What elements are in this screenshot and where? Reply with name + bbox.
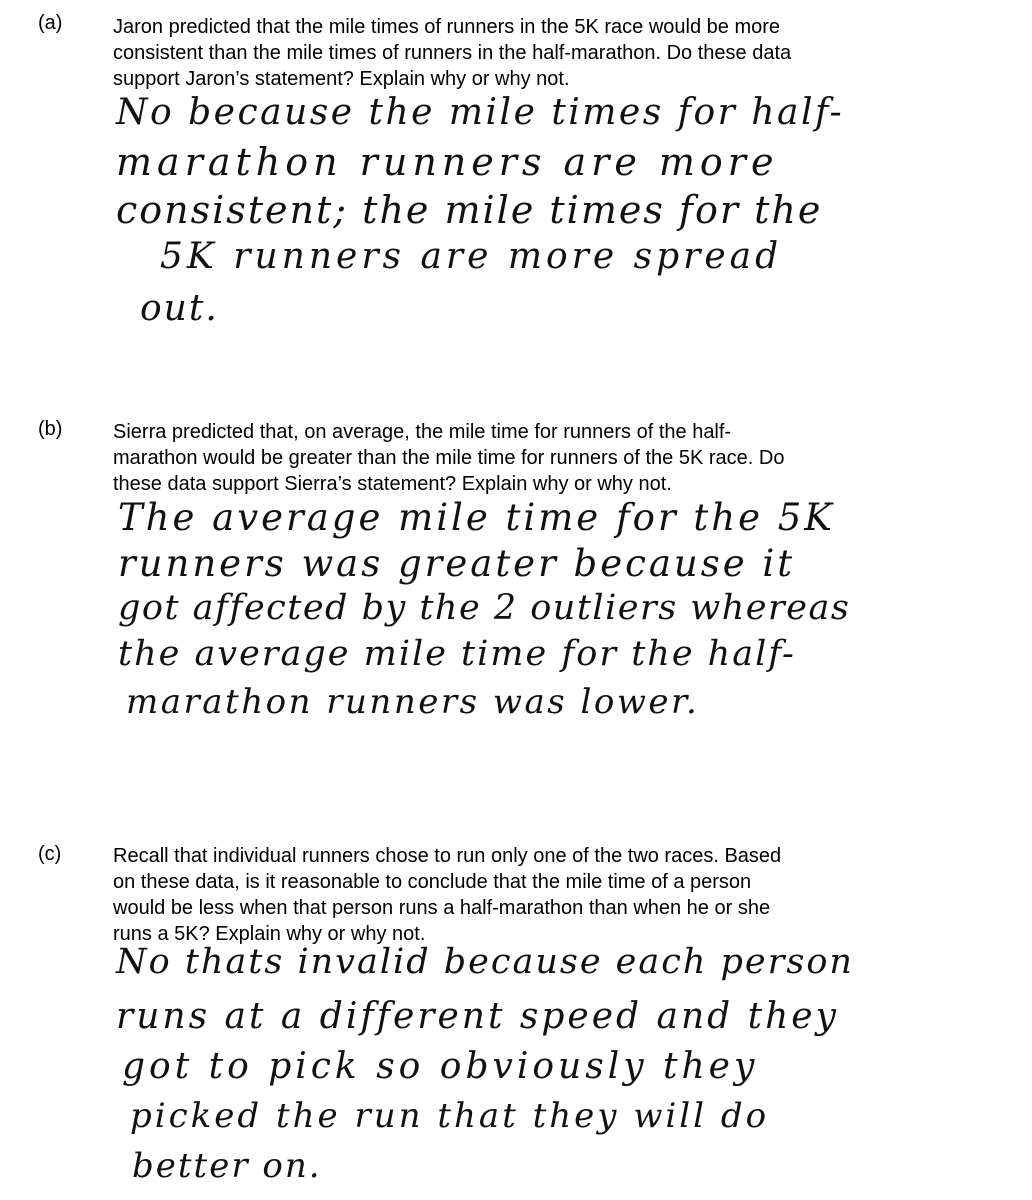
- prompt-line: Sierra predicted that, on average, the mile time for runners of the half-: [113, 421, 732, 443]
- handwritten-line: No thats invalid because each person: [116, 942, 854, 982]
- handwritten-line: 5K runners are more spread: [160, 236, 783, 277]
- handwritten-line: got affected by the 2 outliers whereas: [118, 588, 851, 628]
- handwritten-line: marathon runners was lower.: [126, 682, 700, 722]
- handwritten-line: runners was greater because it: [118, 542, 796, 585]
- handwritten-line: runs at a different speed and they: [116, 996, 839, 1037]
- question-c-prompt: [113, 843, 993, 947]
- prompt-line: Jaron predicted that the mile times of runners in the 5K race would be more: [113, 16, 781, 38]
- handwritten-line: The average mile time for the 5K: [118, 496, 835, 539]
- handwritten-line: out.: [140, 288, 219, 329]
- prompt-line: marathon would be greater than the mile time for runners of the 5K race. Do: [113, 447, 785, 469]
- prompt-line: consistent than the mile times of runners in the half-marathon. Do these data: [113, 42, 792, 64]
- question-b-label: (b): [38, 418, 63, 440]
- question-c-label: (c): [38, 843, 62, 865]
- handwritten-line: marathon runners are more: [116, 140, 779, 184]
- prompt-line: would be less when that person runs a half-marathon than when he or she: [113, 897, 771, 919]
- question-b-prompt: [113, 419, 993, 497]
- prompt-line: runs a 5K? Explain why or why not.: [113, 923, 426, 945]
- handwritten-line: got to pick so obviously they: [122, 1046, 759, 1087]
- handwritten-line: No because the mile times for half-: [116, 92, 845, 133]
- handwritten-line: better on.: [132, 1146, 322, 1186]
- handwritten-line: picked the run that they will do: [130, 1096, 770, 1136]
- prompt-line: Recall that individual runners chose to run only one of the two races. Based: [113, 845, 782, 867]
- prompt-line: on these data, is it reasonable to conclude that the mile time of a person: [113, 871, 752, 893]
- handwritten-line: consistent; the mile times for the: [116, 188, 823, 232]
- prompt-line: support Jaron’s statement? Explain why or why not.: [113, 68, 570, 90]
- handwritten-line: the average mile time for the half-: [118, 634, 796, 674]
- question-a-label: (a): [38, 12, 63, 34]
- prompt-line: these data support Sierra’s statement? Explain why or why not.: [113, 473, 672, 495]
- question-a-prompt: [113, 14, 993, 92]
